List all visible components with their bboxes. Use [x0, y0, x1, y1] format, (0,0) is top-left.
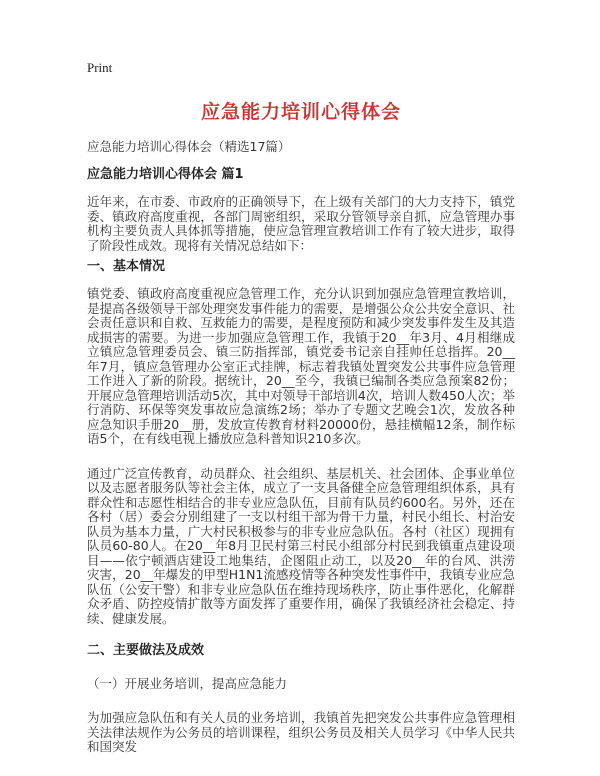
document-subtitle: 应急能力培训心得体会（精选17篇）	[87, 139, 291, 154]
document-title: 应急能力培训心得体会	[200, 101, 401, 123]
section-heading-2: 二、主要做法及成效	[87, 643, 205, 658]
paragraph-2: 通过广泛宣传教育，动员群众、社会组织、基层机关、社会团体、企事业单位以及志愿者服务队等社会主体，成立了一支具备健全应急管理组织体系，具有群众性和志愿性相结合的非专业应急队伍，目前有队员约600名。另外，还在各村（居）委会分别组建了一支以村组干部为骨干力量，村民小组长、村治安队员为基本力量，广大村民积极参与的非专业应急队伍。各村（社区）现拥有队员60-80人。在20__年8月卫民村第三村民小组部分村民到我镇重点建设项目——依宁顿酒店建设工地集结，企图阻止动工，以及20__年的台风、洪涝灾害，20__年爆发的甲型H1N1流感疫情等各种突发性事件中，我镇专业应急队伍（公安干警）和非专业应急队伍在维持现场秩序，防止事件恶化，化解群众矛盾、防控疫情扩散等方面发挥了重要作用，确保了我镇经济社会稳定、持续、健康发展。	[87, 465, 515, 626]
section-heading-1: 一、基本情况	[87, 259, 166, 274]
paragraph-intro: 近年来，在市委、市政府的正确领导下，在上级有关部门的大力支持下，镇党委、镇政府高度重视，各部门周密组织，采取分管领导亲自抓，应急管理办事机构主要负责人具体抓等措施，使应急管理宣教培训工作有了较大进步，取得了阶段性成效。现将有关情况总结如下：	[87, 194, 515, 253]
print-button[interactable]: Print	[87, 60, 113, 75]
paragraph-3: 为加强应急队伍和有关人员的业务培训，我镇首先把突发公共事件应急管理相关法律法规作为公务员的培训课程，组织公务员及相关人员学习《中华人民共和国突发	[87, 710, 515, 754]
sub-heading-1: （一）开展业务培训，提高应急能力	[87, 676, 288, 691]
post-title: 应急能力培训心得体会 篇1	[87, 167, 244, 182]
paragraph-1: 镇党委、镇政府高度重视应急管理工作，充分认识到加强应急管理宣教培训，是提高各级领导干部处理突发事件能力的需要，是增强公众公共安全意识、社会责任意识和自救、互救能力的需要，是程度预防和减少突发事件发生及其造成损害的需要。为进一步加强应急管理工作，我镇于20__年3月、4月相继成立镇应急管理委员会、镇三防指挥部，镇党委书记亲自挂帅任总指挥。20__年7月，镇应急管理办公室正式挂牌，标志着我镇处置突发公共事件应急管理工作进入了新的阶段。据统计，20__至今，我镇已编制各类应急预案82份；开展应急管理培训活动5次，其中对领导干部培训4次，培训人数450人次；举行消防、环保等突发事故应急演练2场；举办了专题文艺晚会1次，发放各种应急知识手册20__册，发放宣传教育材料20000份，悬挂横幅12条，制作标语5个，在有线电视上播放应急科普知识210多次。	[87, 286, 515, 446]
